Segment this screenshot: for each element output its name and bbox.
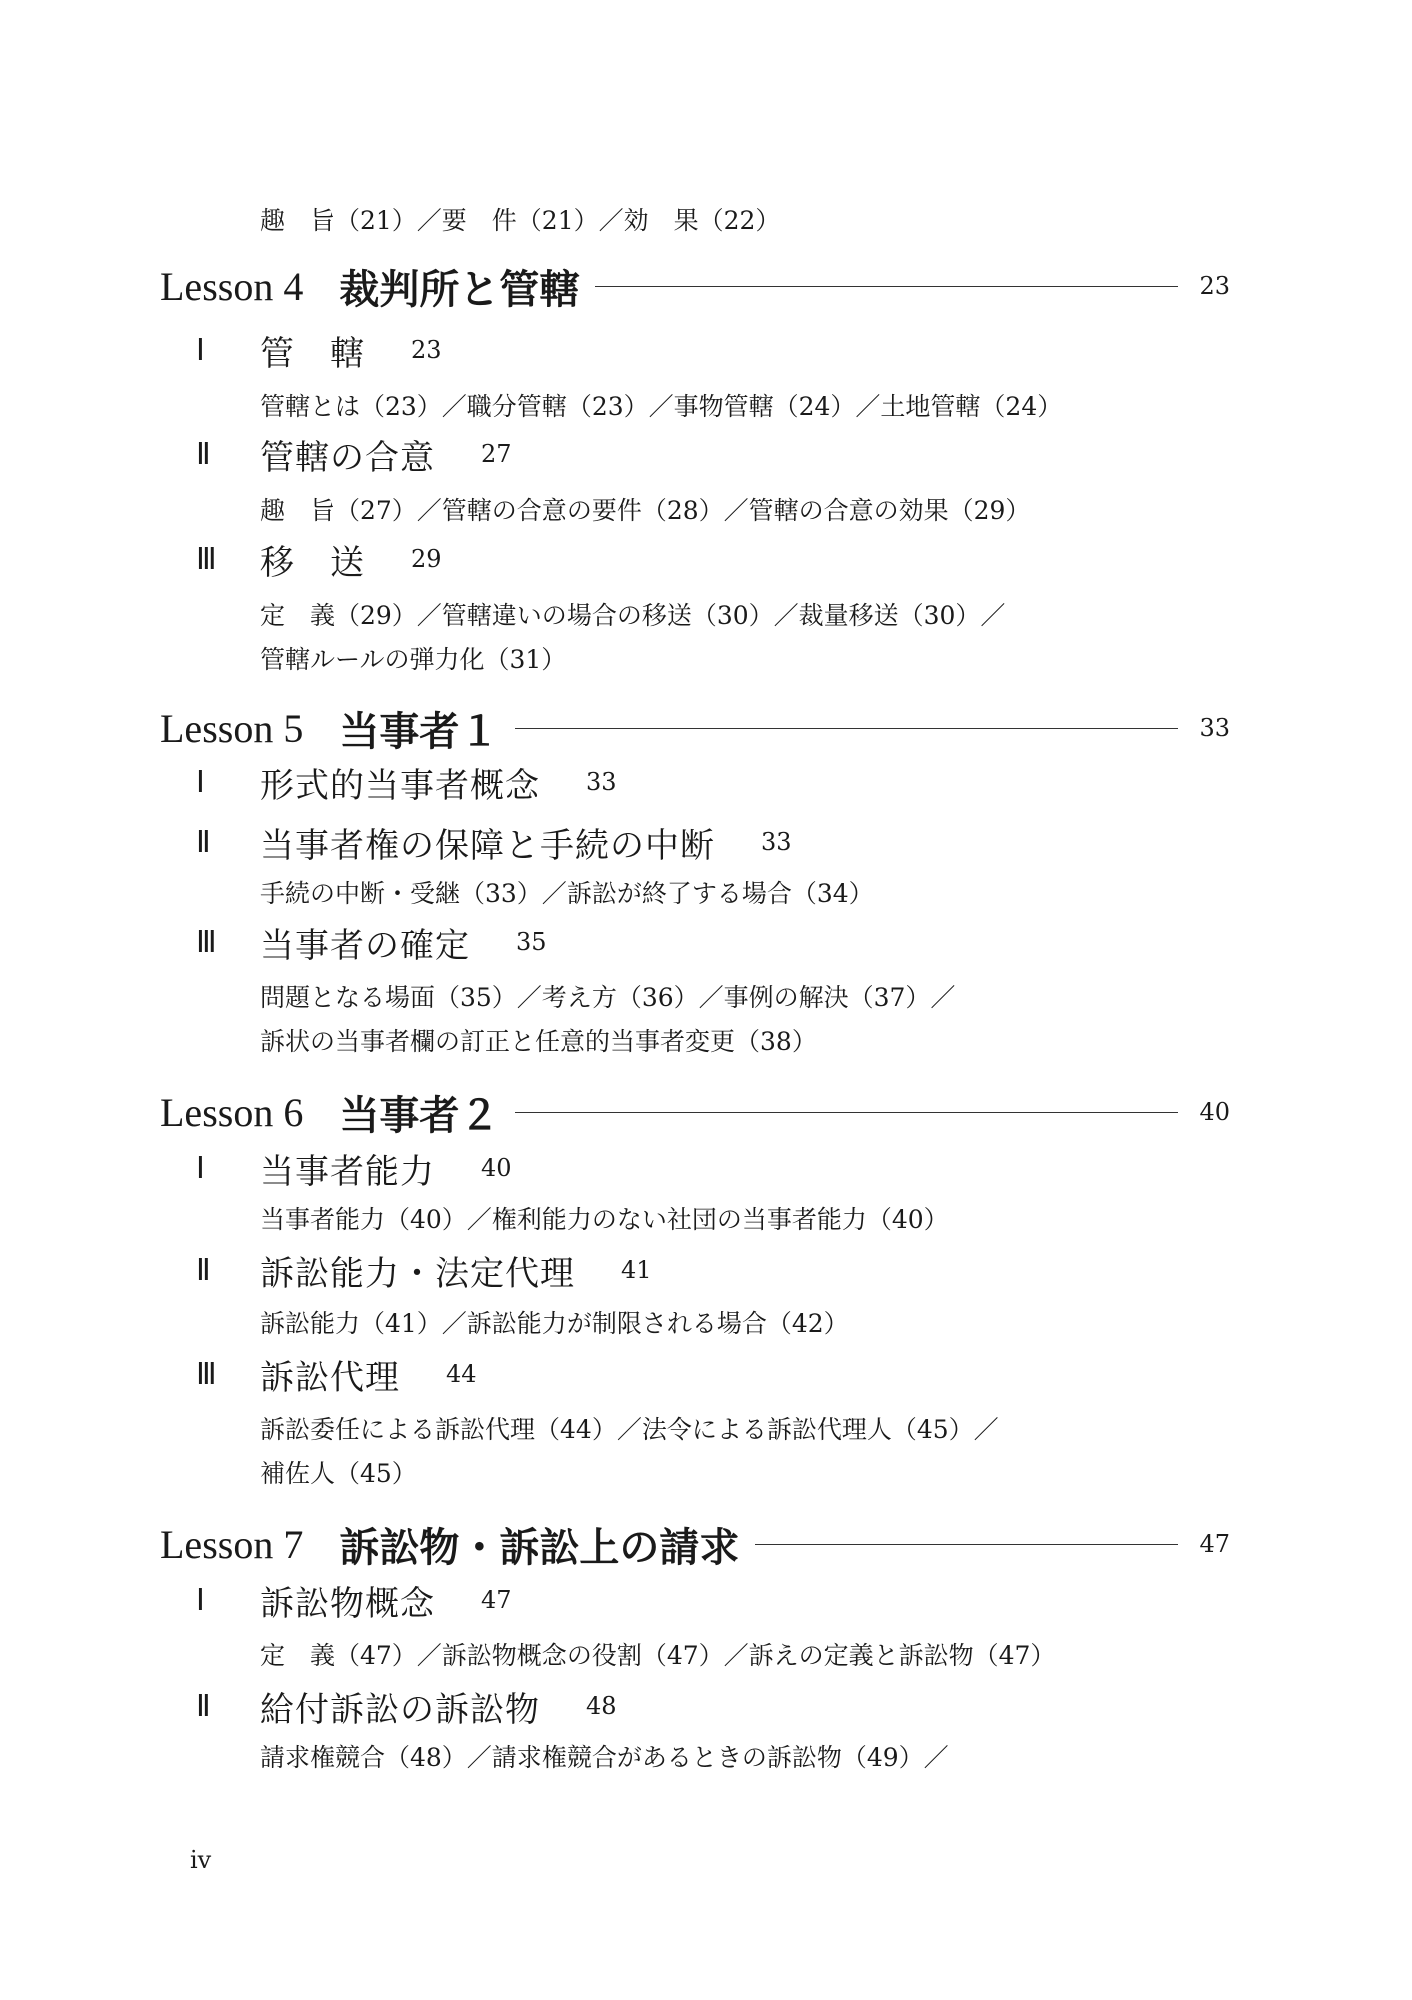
section-page-number: 44 (446, 1360, 477, 1388)
section-number: Ⅲ (196, 1357, 217, 1391)
section-number: Ⅱ (196, 437, 211, 471)
section-number: Ⅰ (196, 333, 205, 367)
lesson-title: 当事者１ (339, 707, 500, 755)
section-heading (196, 1144, 512, 1192)
lesson-number: Lesson 6 (160, 1089, 304, 1135)
subtopic-line: 管轄ルールの弾力化（31） (260, 645, 567, 674)
subtopic-line: 定 義（47）／訴訟物概念の役割（47）／訴えの定義と訴訟物（47） (260, 1641, 1056, 1670)
section-page-number: 33 (761, 828, 792, 856)
subtopic-line: 当事者能力（40）／権利能力のない社団の当事者能力（40） (260, 1205, 949, 1234)
section-heading (196, 758, 617, 806)
section-title: 当事者の確定 (260, 925, 470, 966)
lesson-page-number: 47 (1199, 1530, 1230, 1558)
section-number: Ⅰ (196, 1151, 205, 1185)
section-title: 訴訟物概念 (260, 1583, 435, 1624)
lesson-page-number: 40 (1199, 1098, 1230, 1126)
section-title: 訴訟能力・法定代理 (260, 1253, 575, 1294)
lesson-page-number: 33 (1199, 714, 1230, 742)
section-number: Ⅱ (196, 825, 211, 859)
lesson-number: Lesson 5 (160, 705, 304, 751)
section-number: Ⅱ (196, 1689, 211, 1723)
leader-line (595, 286, 1178, 287)
section-heading (196, 1682, 617, 1730)
leader-line (755, 1544, 1178, 1545)
lesson-number: Lesson 7 (160, 1521, 304, 1567)
section-title: 訴訟代理 (260, 1357, 400, 1398)
subtopic-line: 趣 旨（21）／要 件（21）／効 果（22） (260, 206, 781, 235)
lesson-heading (160, 700, 1230, 756)
section-number: Ⅰ (196, 765, 205, 799)
section-page-number: 27 (481, 440, 512, 468)
section-page-number: 40 (481, 1154, 512, 1182)
section-heading (196, 430, 512, 478)
subtopic-line: 訴訟委任による訴訟代理（44）／法令による訴訟代理人（45）／ (260, 1415, 999, 1444)
section-title: 管 轄 (260, 333, 365, 374)
section-heading (196, 326, 442, 374)
leader-line (515, 1112, 1178, 1113)
section-title: 管轄の合意 (260, 437, 435, 478)
section-title: 形式的当事者概念 (260, 765, 540, 806)
section-title: 給付訴訟の訴訟物 (260, 1689, 540, 1730)
section-number: Ⅱ (196, 1253, 211, 1287)
section-heading (196, 1350, 477, 1398)
section-page-number: 29 (411, 545, 442, 573)
subtopic-line: 管轄とは（23）／職分管轄（23）／事物管轄（24）／土地管轄（24） (260, 392, 1063, 421)
section-page-number: 48 (586, 1692, 617, 1720)
section-title: 移 送 (260, 542, 365, 583)
section-heading (196, 1576, 512, 1624)
subtopic-line: 請求権競合（48）／請求権競合があるときの訴訟物（49）／ (260, 1743, 949, 1772)
section-page-number: 41 (621, 1256, 652, 1284)
section-heading (196, 535, 442, 583)
section-heading (196, 918, 547, 966)
section-heading (196, 1246, 652, 1294)
subtopic-line: 趣 旨（27）／管轄の合意の要件（28）／管轄の合意の効果（29） (260, 496, 1031, 525)
lesson-title: 訴訟物・訴訟上の請求 (339, 1523, 740, 1571)
section-number: Ⅲ (196, 925, 217, 959)
lesson-number: Lesson 4 (160, 263, 304, 309)
subtopic-line: 訴状の当事者欄の訂正と任意的当事者変更（38） (260, 1027, 817, 1056)
section-title: 当事者能力 (260, 1151, 435, 1192)
section-page-number: 35 (516, 928, 547, 956)
subtopic-line: 補佐人（45） (260, 1459, 417, 1488)
section-heading (196, 818, 792, 866)
subtopic-line: 問題となる場面（35）／考え方（36）／事例の解決（37）／ (260, 983, 956, 1012)
section-number: Ⅰ (196, 1583, 205, 1617)
lesson-title: 裁判所と管轄 (339, 265, 580, 313)
leader-line (515, 728, 1178, 729)
section-title: 当事者権の保障と手続の中断 (260, 825, 715, 866)
lesson-heading (160, 1084, 1230, 1140)
subtopic-line: 訴訟能力（41）／訴訟能力が制限される場合（42） (260, 1309, 849, 1338)
subtopic-line: 手続の中断・受継（33）／訴訟が終了する場合（34） (260, 879, 874, 908)
lesson-heading (160, 1516, 1230, 1572)
subtopic-line: 定 義（29）／管轄違いの場合の移送（30）／裁量移送（30）／ (260, 601, 1006, 630)
section-number: Ⅲ (196, 542, 217, 576)
lesson-title: 当事者２ (339, 1091, 500, 1139)
lesson-page-number: 23 (1199, 272, 1230, 300)
page-number: iv (190, 1846, 212, 1874)
section-page-number: 47 (481, 1586, 512, 1614)
section-page-number: 33 (586, 768, 617, 796)
section-page-number: 23 (411, 336, 442, 364)
lesson-heading (160, 258, 1230, 314)
